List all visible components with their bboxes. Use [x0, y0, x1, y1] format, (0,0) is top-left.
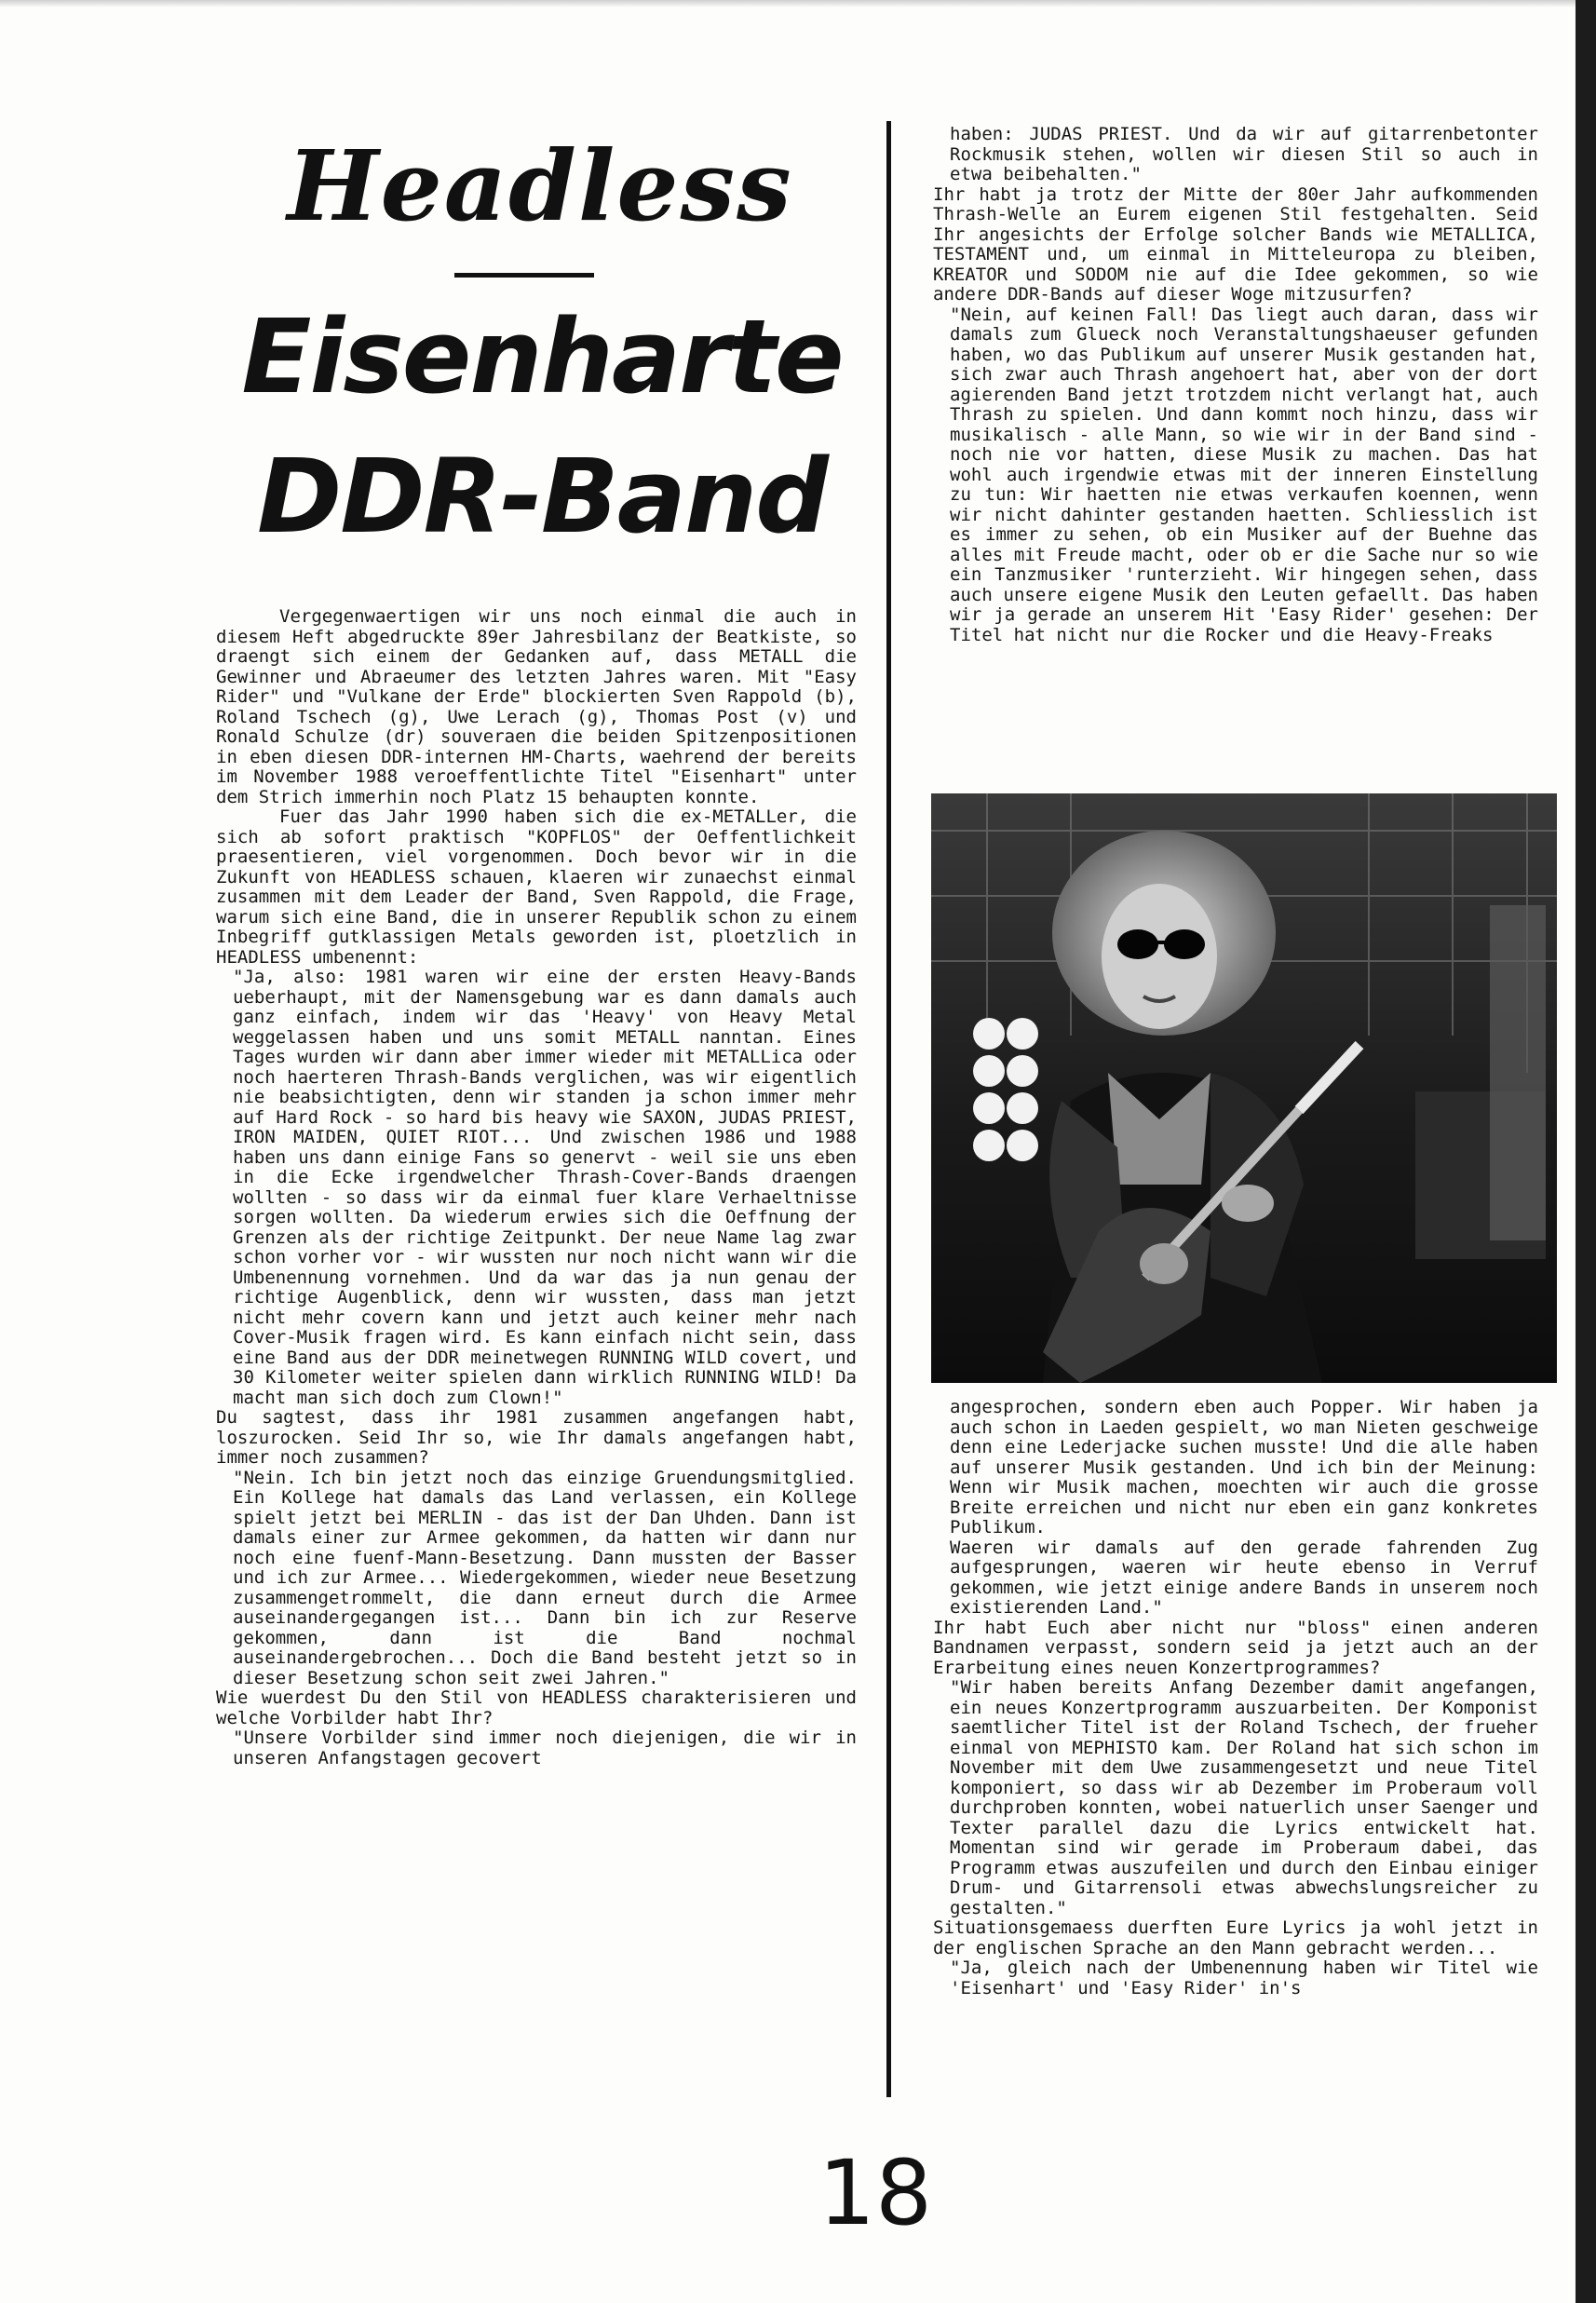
- paragraph: Vergegenwaertigen wir uns noch einmal die auch in diesem Heft abgedruckte 89er Jahresbilanz der Beatkiste, so draengt sich einem der Gedanken auf, dass METALL die Gewinner und Abraeumer des letzten Jahres waren. Mit "Easy Rider" und "Vulkane der Erde" blockierten Sven Rappold (b), Roland Tschech (g), Uwe Lerach (g), Thomas Post (v) und Ronald Schulze (dr) souveraen die beiden Spitzenpositionen in eben diesen DDR-internen HM-Charts, waehrend der bereits im November 1988 veroeffentlichte Titel "Eisenhart" unter dem Strich immerhin noch Platz 15 behaupten konnte.: [216, 607, 857, 807]
- paragraph: angesprochen, sondern eben auch Popper. Wir haben ja auch schon in Laeden gespielt, wo man Nieten geschweige denn eine Lederjacke suchen musste! Und die alle haben auf unserer Musik gestanden. Und ich bin der Meinung: Wenn wir Musik machen, moechten wir auch die grosse Breite erreichen und nicht nur eben ein ganz konkretes Publikum.: [950, 1398, 1538, 1538]
- column-divider: [886, 121, 891, 2097]
- paragraph: "Wir haben bereits Anfang Dezember damit angefangen, ein neues Konzertprogramm auszuarbeiten. Der Komponist saemtlicher Titel ist der Roland Tschech, der frueher einmal von MEPHISTO kam. Der Roland hat sich schon im November mit dem Uwe zusammengesetzt und neue Titel komponiert, so dass wir ab Dezember im Proberaum voll durchproben konnten, wobei natuerlich unser Saenger und Texter parallel dazu die Lyrics entwickelt hat. Momentan sind wir gerade im Proberaum dabei, das Programm etwas auszufeilen und durch den Einbau einiger Drum- und Gitarrensoli etwas abwechslungsreicher zu gestalten.": [950, 1677, 1538, 1918]
- paragraph: "Nein. Ich bin jetzt noch das einzige Gruendungsmitglied. Ein Kollege hat damals das Land verlassen, ein Kollege spielt jetzt bei MERLIN - das ist der Dan Uhden. Dann ist damals einer zur Armee gekommen, da hatten wir dann nur noch eine fuenf-Mann-Besetzung. Dann mussten der Basser und ich zur Armee... Wiedergekommen, wieder neue Besetzung zusammengetrommelt, die dann erneut durch die Armee auseinandergegangen ist... Dann bin ich zur Reserve gekommen, dann ist die Band nochmal auseinandergebrochen... Doch die Band besteht jetzt so in dieser Besetzung schon seit zwei Jahren.": [233, 1467, 857, 1688]
- paragraph: "Ja, also: 1981 waren wir eine der ersten Heavy-Bands ueberhaupt, mit der Namensgebung war es dann damals auch ganz einfach, indem wir das 'Heavy' von Heavy Metal weggelassen haben und uns somit METALL nanntan. Eines Tages wurden wir dann aber immer wieder mit METALLica oder noch haerteren Thrash-Bands verglichen, was wir eigentlich nie beabsichtigten, denn wir standen ja schon immer mehr auf Hard Rock - so hard bis heavy wie SAXON, JUDAS PRIEST, IRON MAIDEN, QUIET RIOT... Und zwischen 1986 und 1988 haben uns dann einige Fans so genervt - weil sie uns eben in die Ecke irgendwelcher Thrash-Cover-Bands draengen wollten - so dass wir da einmal fuer klare Verhaeltnisse sorgen wollten. Da wiederum erwies sich die Oeffnung der Grenzen als der richtige Zeitpunkt. Der neue Name lag zwar schon vorher vor - wir wussten nur noch nicht wann wir die Umbenennung vornehmen. Und da war das ja nun genau der richtige Augenblick, denn wir wussten, dass man jetzt nicht mehr covern kann und jetzt auch keiner mehr nach Cover-Musik fragen wird. Es kann einfach nicht sein, dass eine Band aus der DDR meinetwegen RUNNING WILD covert, und 30 Kilometer weiter spielen dann wirklich RUNNING WILD! Da macht man sich doch zum Clown!": [233, 967, 857, 1408]
- left-text-column: [216, 607, 857, 2134]
- paragraph: Waeren wir damals auf den gerade fahrenden Zug aufgesprungen, waeren wir heute ebenso in Verruf gekommen, wie jetzt einige andere Bands in unserem noch existierenden Land.": [950, 1537, 1538, 1618]
- paragraph: "Ja, gleich nach der Umbenennung haben wir Titel wie 'Eisenhart' und 'Easy Rider' in's: [950, 1958, 1538, 1998]
- headline-line-1: Eisenharte: [241, 297, 843, 416]
- paragraph: "Unsere Vorbilder sind immer noch diejenigen, die wir in unseren Anfangstagen gecovert: [233, 1727, 857, 1768]
- band-name-logo: Headless: [287, 129, 793, 243]
- title-divider: [454, 273, 594, 278]
- right-text-column-top: [933, 125, 1538, 777]
- paragraph: Fuer das Jahr 1990 haben sich die ex-METALLer, die sich ab sofort praktisch "KOPFLOS" der Oeffentlichkeit praesentieren, viel vorgenommen. Doch bevor wir in die Zukunft von HEADLESS schauen, klaeren wir zunaechst einmal zusammen mit dem Leader der Band, Sven Rappold, die Frage, warum sich eine Band, die in unserer Republik schon zu einem Inbegriff gutklassigen Metals geworden ist, ploetzlich in HEADLESS umbenennt:: [216, 806, 857, 968]
- paragraph: Du sagtest, dass ihr 1981 zusammen angefangen habt, loszurocken. Seid Ihr so, wie Ihr damals angefangen habt, immer noch zusammen?: [216, 1407, 857, 1468]
- band-photo: [931, 793, 1557, 1383]
- paragraph: Ihr habt Euch aber nicht nur "bloss" einen anderen Bandnamen verpasst, sondern seid ja jetzt auch an der Erarbeitung eines neuen Konzertprogrammes?: [933, 1617, 1538, 1678]
- right-text-column-bottom: [933, 1398, 1538, 2134]
- paragraph: Situationsgemaess duerften Eure Lyrics ja wohl jetzt in der englischen Sprache an den Mann gebracht werden...: [933, 1917, 1538, 1958]
- paragraph: Ihr habt ja trotz der Mitte der 80er Jahr aufkommenden Thrash-Welle an Eurem eigenen Stil festgehalten. Seid Ihr angesichts der Erfolge solcher Bands wie METALLICA, TESTAMENT und, um einmal in Mitteleuropa zu bleiben, KREATOR und SODOM nie auf die Idee gekommen, so wie andere DDR-Bands auf dieser Woge mitzusurfen?: [933, 183, 1538, 305]
- scan-border: [1576, 0, 1596, 2303]
- paragraph: Wie wuerdest Du den Stil von HEADLESS charakterisieren und welche Vorbilder habt Ihr?: [216, 1687, 857, 1728]
- paragraph: haben: JUDAS PRIEST. Und da wir auf gitarrenbetonter Rockmusik stehen, wollen wir diesen Stil so auch in etwa beibehalten.": [950, 125, 1538, 184]
- paragraph: "Nein, auf keinen Fall! Das liegt auch daran, dass wir damals zum Glueck noch Veranstaltungshaeuser gefunden haben, wo das Publikum auf unserer Musik gestanden hat, sich zwar auch Thrash angehoert hat, aber von der dort agierenden Band jetzt trotzdem nicht verlangt hat, auch Thrash zu spielen. Und dann kommt noch hinzu, dass wir musikalisch - alle Mann, so wie wir in der Band sind - noch nie vor hatten, diese Musik zu machen. Das hat wohl auch irgendwie etwas mit der inneren Einstellung zu tun: Wir haetten nie etwas verkaufen koennen, wenn wir nicht dahinter gestanden haetten. Schliesslich ist es immer zu sehen, ob ein Musiker auf der Buehne das alles mit Freude macht, oder ob er die Sache nur so wie ein Tanzmusiker 'runterzieht. Wir hingegen sehen, dass auch unsere eigene Musik den Leuten gefaellt. Das haben wir ja gerade an unserem Hit 'Easy Rider' gesehen: Der Titel hat nicht nur die Rocker und die Heavy-Freaks: [950, 304, 1538, 645]
- headline-line-2: DDR-Band: [256, 437, 828, 556]
- page-top-edge: [0, 0, 1596, 7]
- page-number: 18: [818, 2141, 933, 2245]
- guitarist-photo-illustration: [931, 793, 1557, 1383]
